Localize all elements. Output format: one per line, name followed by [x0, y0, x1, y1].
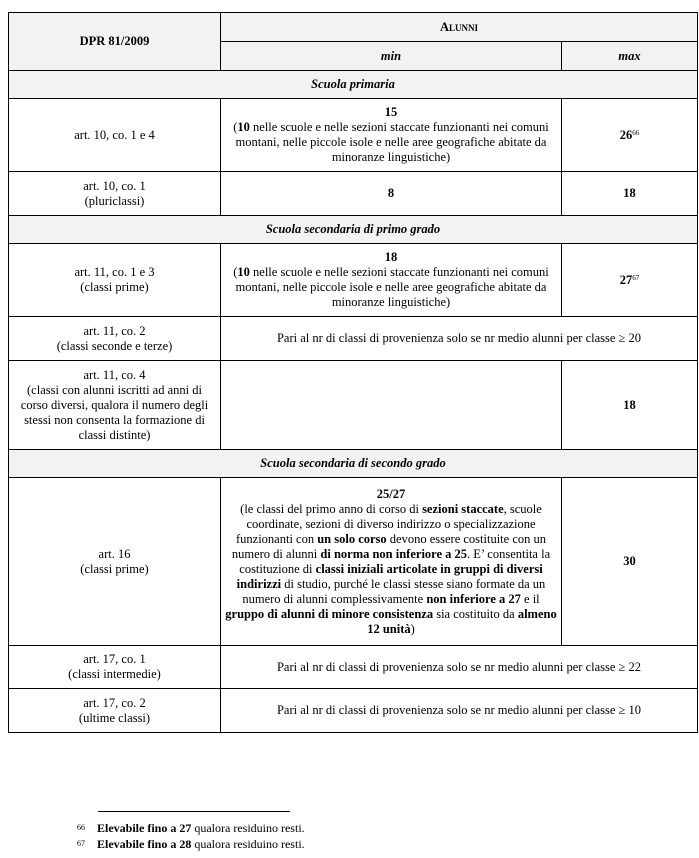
table-row [9, 99, 698, 172]
table-row [9, 361, 698, 450]
max-cell: 30 [562, 478, 698, 646]
footnote-66: 66 Elevabile fino a 27 qualora residuino resti. [77, 821, 305, 835]
footnote-separator [98, 811, 290, 812]
article-cell: art. 10, co. 1 e 4 [9, 99, 221, 172]
max-cell: $27^{67}$ [562, 244, 698, 317]
table-row [9, 172, 698, 216]
table-row [9, 689, 698, 733]
footnote-ref: 66 [632, 128, 640, 137]
max-cell: 18 [562, 172, 698, 216]
class-size-table [8, 12, 698, 733]
article-cell: art. 17, co. 2 (ultime classi) [9, 689, 221, 733]
article-cell: art. 11, co. 1 e 3 (classi prime) [9, 244, 221, 317]
min-cell: 18 (10 nelle scuole e nelle sezioni staccate funzionanti nei comuni montani, nelle piccole isole e nelle aree geografiche abitate da minoranze linguistiche) [221, 244, 562, 317]
section-primo-grado: Scuola secondaria di primo grado [9, 216, 698, 244]
footnote-number: 67 [77, 839, 85, 848]
min-cell [221, 361, 562, 450]
section-secondo-grado: Scuola secondaria di secondo grado [9, 450, 698, 478]
table-row [9, 478, 698, 646]
max-cell: 18 [562, 361, 698, 450]
footnote-number: 66 [77, 823, 85, 832]
article-cell: art. 16 (classi prime) [9, 478, 221, 646]
min-cell: 8 [221, 172, 562, 216]
article-cell: art. 11, co. 2 (classi seconde e terze) [9, 317, 221, 361]
article-cell: art. 10, co. 1 (pluriclassi) [9, 172, 221, 216]
article-cell: art. 17, co. 1 (classi intermedie) [9, 646, 221, 689]
article-cell: art. 11, co. 4 (classi con alunni iscritti ad anni di corso diversi, qualora il numero degli stessi non consenta la formazione di classi distinte) [9, 361, 221, 450]
table-row [9, 244, 698, 317]
header-regulation: DPR 81/2009 [9, 13, 221, 71]
header-students: Alunni [221, 13, 698, 42]
header-min: min [221, 42, 562, 71]
table-row [9, 317, 698, 361]
merged-cell: Pari al nr di classi di provenienza solo se nr medio alunni per classe ≥ 10 [221, 689, 698, 733]
footnote-ref: 67 [632, 273, 640, 282]
min-cell: 25/27 (le classi del primo anno di corso di sezioni staccate, scuole coordinate, sezioni di diverso indirizzo o specializzazione funzionanti con un solo corso devono essere costituite con un numero di alunni di norma non inferiore a 25. E’ consentita la costituzione di classi iniziali articolate in gruppi di diversi indirizzi di studio, purché le classi stesse siano formate da un numero di alunni complessivamente non inferiore a 27 e il gruppo di alunni di minore consistenza sia costituito da almeno 12 unità) [221, 478, 562, 646]
header-max: max [562, 42, 698, 71]
table-row [9, 646, 698, 689]
merged-cell: Pari al nr di classi di provenienza solo se nr medio alunni per classe ≥ 22 [221, 646, 698, 689]
footnote-67: 67 Elevabile fino a 28 qualora residuino resti. [77, 837, 305, 851]
section-primaria: Scuola primaria [9, 71, 698, 99]
merged-cell: Pari al nr di classi di provenienza solo se nr medio alunni per classe ≥ 20 [221, 317, 698, 361]
min-cell: 15 (10 nelle scuole e nelle sezioni staccate funzionanti nei comuni montani, nelle piccole isole e nelle aree geografiche abitate da minoranze linguistiche) [221, 99, 562, 172]
max-cell: $26^{66}$ [562, 99, 698, 172]
